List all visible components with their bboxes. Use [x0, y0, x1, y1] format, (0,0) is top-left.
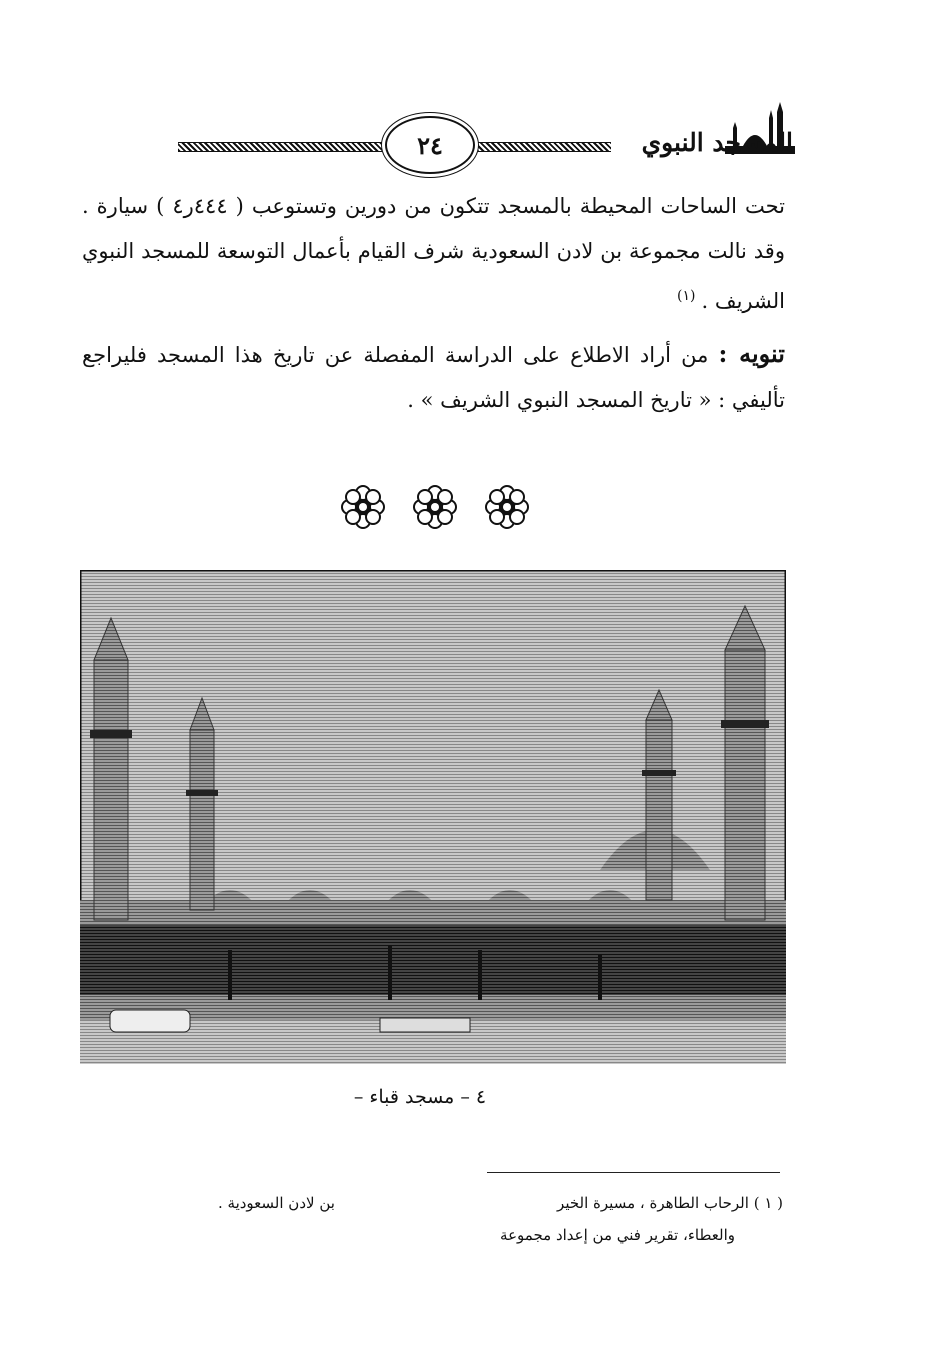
header-rule-left — [178, 142, 390, 152]
page-number: ٢٤ — [385, 116, 475, 174]
header-rule-right — [465, 142, 611, 152]
notice-paragraph — [82, 331, 785, 423]
flower-ornament-icon — [484, 484, 530, 530]
flower-ornament-icon — [340, 484, 386, 530]
quba-mosque-photo — [80, 570, 786, 1064]
notice-text: من أراد الاطلاع على الدراسة المفصلة عن تاريخ هذا المسجد فليراجع تأليفي : « تاريخ المسجد النبوي الشريف » . — [82, 343, 785, 412]
header-title: المسجد النبوي — [641, 128, 793, 157]
footnote-line-3: بن لادن السعودية . — [218, 1194, 335, 1212]
figure-caption: ٤ – مسجد قباء – — [353, 1086, 487, 1108]
notice-label: تنويه : — [718, 339, 785, 368]
footnote-reference: (١) — [677, 288, 696, 304]
section-divider-ornaments — [340, 484, 530, 534]
body-paragraph-1 — [82, 184, 785, 324]
footnote-marker: ( ١ ) — [753, 1194, 783, 1212]
footnote-text-1: الرحاب الطاهرة ، مسيرة الخير — [557, 1194, 749, 1212]
footnote-line-2: والعطاء، تقرير فني من إعداد مجموعة — [500, 1226, 735, 1244]
flower-ornament-icon — [412, 484, 458, 530]
footnote-line-1 — [557, 1194, 783, 1212]
footnote-separator — [487, 1172, 780, 1173]
paragraph-1-text: تحت الساحات المحيطة بالمسجد تتكون من دورين وتستوعب ( ٤٤٤ر٤ ) سيارة . وقد نالت مجموعة بن لادن السعودية شرف القيام بأعمال التوسعة للمسجد النبوي الشريف . — [82, 194, 785, 313]
